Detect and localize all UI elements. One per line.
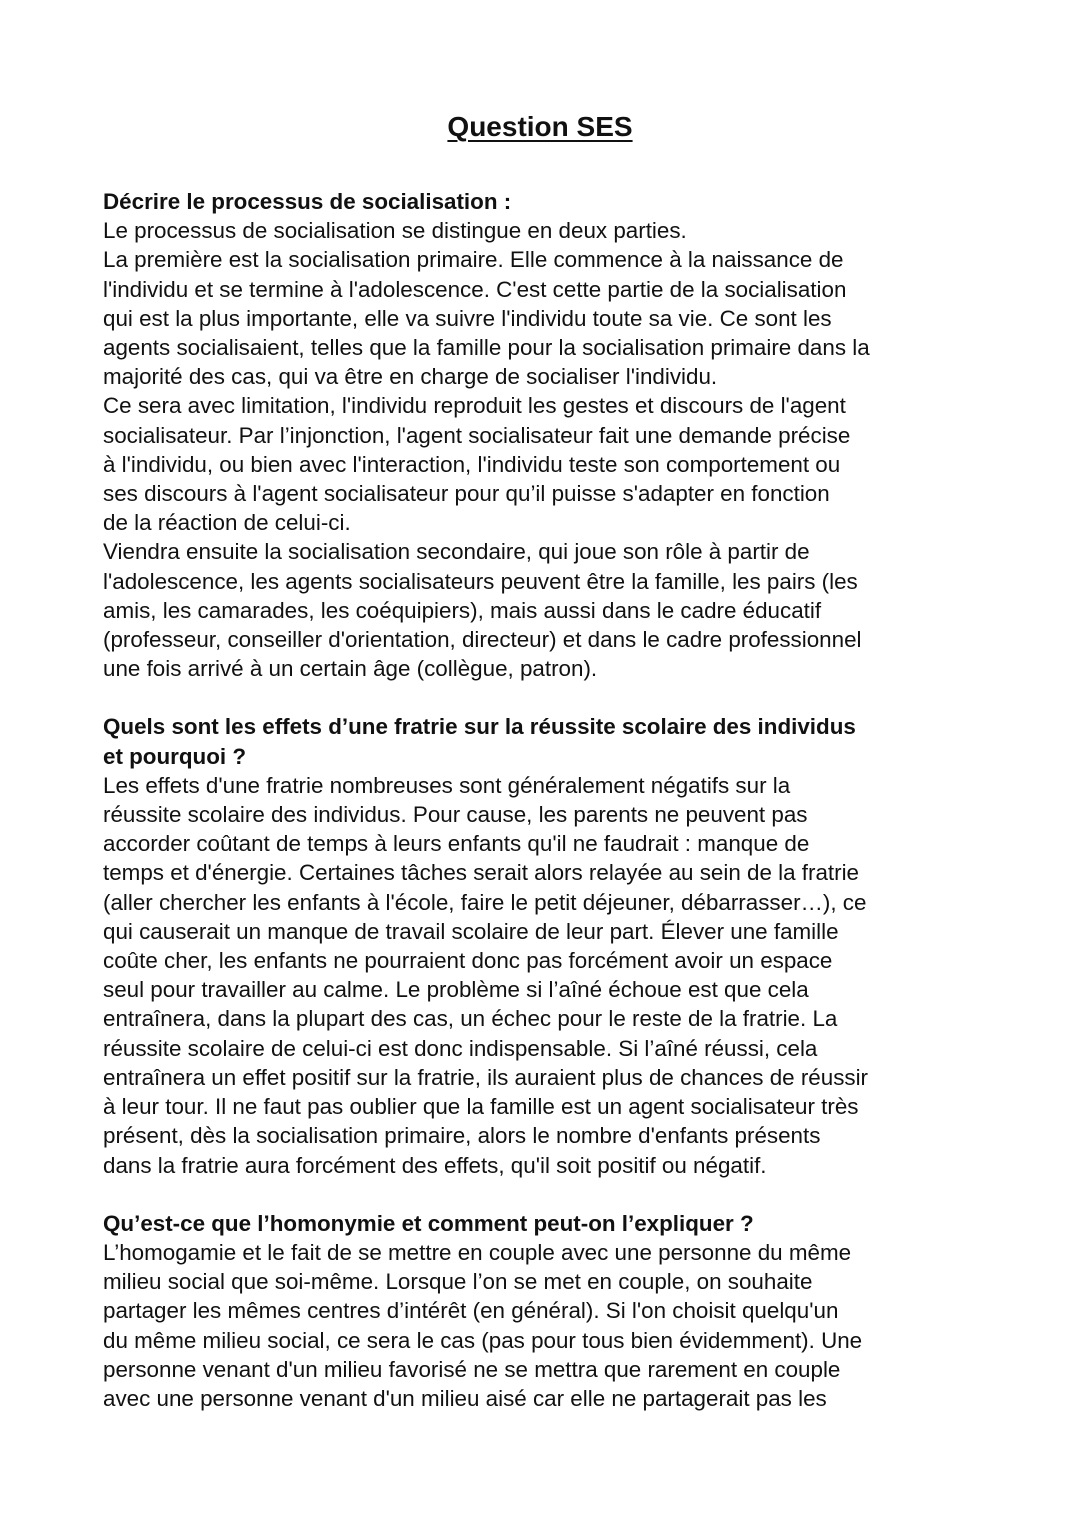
document-body (103, 187, 983, 1413)
question-heading: Quels sont les effets d’une fratrie sur la réussite scolaire des individus et pourquoi ? (103, 714, 856, 769)
answer-paragraph: Les effets d'une fratrie nombreuses sont généralement négatifs sur la réussite scolaire des individus. Pour cause, les parents ne peuvent pas accorder coûtant de temps à leurs enfants qu'il ne faudrait : manque de temps et d'énergie. Certaines tâches serait alors relayée au sein de la fratrie (aller chercher les enfants à l'école, faire le petit déjeuner, débarrasser…), ce qui causerait un manque de travail scolaire de leur part. Élever une famille coûte cher, les enfants ne pourraient donc pas forcément avoir un espace seul pour travailler au calme. Le problème si l’aîné échoue est que cela entraînera, dans la plupart des cas, un échec pour le reste de la fratrie. La réussite scolaire de celui-ci est donc indispensable. Si l’aîné réussi, cela entraînera un effet positif sur la fratrie, ils auraient plus de chances de réussir à leur tour. Il ne faut pas oublier que la famille est un agent socialisateur très présent, dès la socialisation primaire, alors le nombre d'enfants présents dans la fratrie aura forcément des effets, qu'il soit positif ou négatif. (103, 772, 869, 1178)
answer-paragraph: La première est la socialisation primaire. Elle commence à la naissance de l'individu et se termine à l'adolescence. C'est cette partie de la socialisation qui est la plus importante, elle va suivre l'individu toute sa vie. Ce sont les agents socialisaient, telles que la famille pour la socialisation primaire dans la majorité des cas, qui va être en charge de socialiser l'individu. (103, 247, 870, 390)
section-homogamie (103, 1209, 983, 1413)
question-heading: Décrire le processus de socialisation : (103, 189, 512, 214)
answer-paragraph: Ce sera avec limitation, l'individu reproduit les gestes et discours de l'agent socialisateur. Par l’injonction, l'agent socialisateur fait une demande précise à l'individu, ou bien avec l'interaction, l'individu teste son comportement ou ses discours à l'agent socialisateur pour qu’il puisse s'adapter en fonction de la réaction de celui-ci. (103, 393, 851, 536)
answer-paragraph: L’homogamie et le fait de se mettre en couple avec une personne du même milieu social que soi-même. Lorsque l’on se met en couple, on souhaite partager les mêmes centres d’intérêt (en général). Si l'on choisit quelqu'un du même milieu social, ce sera le cas (pas pour tous bien évidemment). Une personne venant d'un milieu favorisé ne se mettra que rarement en couple avec une personne venant d'un milieu aisé car elle ne partagerait pas les (103, 1239, 863, 1411)
question-heading: Qu’est-ce que l’homonymie et comment peut-on l’expliquer ? (103, 1210, 754, 1236)
answer-paragraph: Le processus de socialisation se distingue en deux parties. (103, 218, 687, 244)
section-socialisation (103, 187, 983, 683)
page-title: Question SES (447, 111, 633, 142)
section-fratrie (103, 712, 983, 1179)
answer-paragraph: Viendra ensuite la socialisation secondaire, qui joue son rôle à partir de l'adolescence, les agents socialisateurs peuvent être la famille, les pairs (les amis, les camarades, les coéquipiers), mais aussi dans le cadre éducatif (professeur, conseiller d'orientation, directeur) et dans le cadre professionnel une fois arrivé à un certain âge (collègue, patron). (103, 539, 862, 682)
